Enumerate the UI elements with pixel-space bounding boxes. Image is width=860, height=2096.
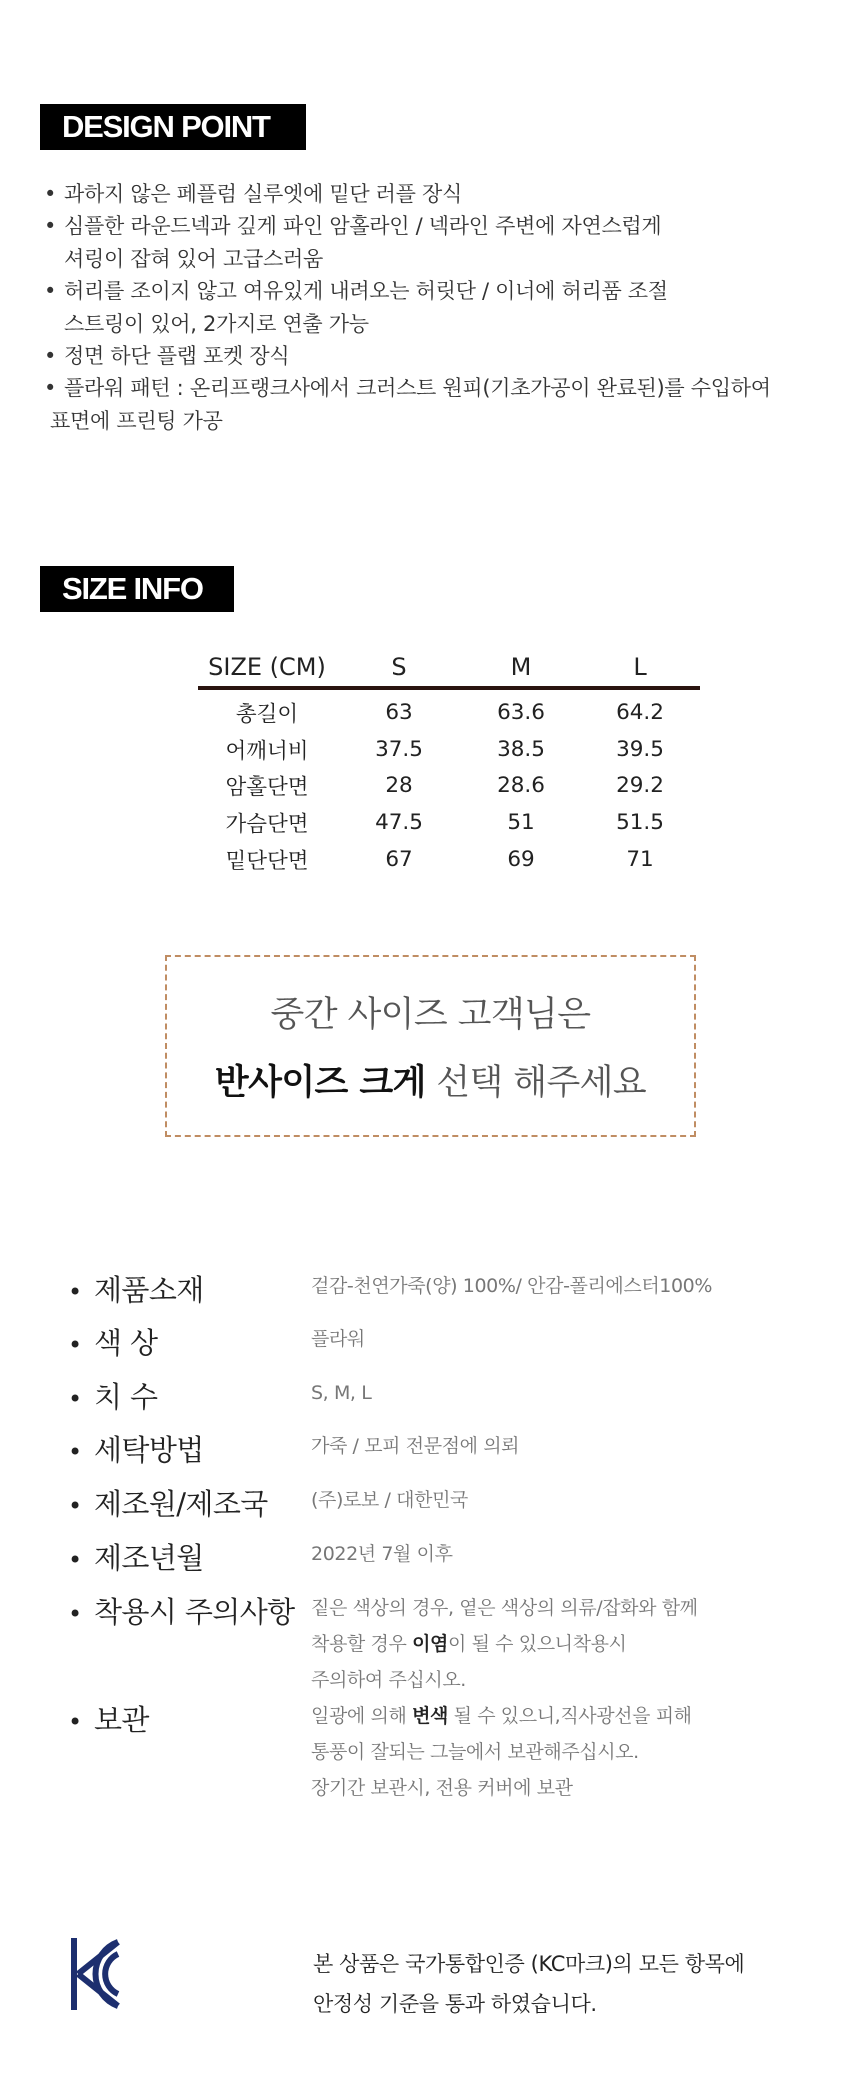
cell-s: 67 xyxy=(385,847,413,873)
spec-label xyxy=(68,1375,157,1416)
cell-s: 28 xyxy=(385,773,413,799)
spec-label-text: 치 수 xyxy=(94,1380,158,1414)
storage-line: 장기간 보관시, 전용 커버에 보관 xyxy=(311,1777,573,1799)
design-point-text: 과하지 않은 페플럼 실루엣에 밑단 러플 장식 xyxy=(64,182,462,206)
notice-rest: 선택 해주세요 xyxy=(425,1063,647,1103)
caution-line: 주의하여 주십시오. xyxy=(311,1669,466,1691)
spec-value: (주)로보 / 대한민국 xyxy=(311,1489,468,1511)
spec-value: 가죽 / 모피 전문점에 의뢰 xyxy=(311,1435,520,1457)
spec-label-text: 세탁방법 xyxy=(94,1433,204,1467)
table-row xyxy=(198,841,700,878)
design-point-text: 표면에 프린팅 가공 xyxy=(50,408,223,433)
bullet-dot: • xyxy=(68,1492,82,1520)
table-row xyxy=(198,688,700,731)
storage-line: 통풍이 잘되는 그늘에서 보관해주십시오. xyxy=(311,1741,639,1763)
design-point-text: 심플한 라운드넥과 깊게 파인 암홀라인 / 넥라인 주변에 자연스럽게 xyxy=(64,214,662,239)
caution-text: 이 될 수 있으니착용시 xyxy=(447,1633,627,1655)
size-header-m: M xyxy=(510,653,532,681)
spec-label xyxy=(68,1268,204,1309)
cell-m: 28.6 xyxy=(497,773,545,799)
spec-label-text: 색 상 xyxy=(94,1326,158,1360)
cell-l: 29.2 xyxy=(616,773,664,799)
bullet-dot: • xyxy=(44,376,57,401)
design-point-text: 허리를 조이지 않고 여유있게 내려오는 허릿단 / 이너에 허리품 조절 xyxy=(64,279,668,304)
kc-mark-logo xyxy=(70,1934,122,2014)
kc-line-2: 안정성 기준을 통과 하였습니다. xyxy=(313,1992,597,2016)
bullet-dot: • xyxy=(68,1438,82,1466)
spec-value: 플라워 xyxy=(311,1328,365,1350)
storage-line xyxy=(311,1698,692,1734)
cell-m: 69 xyxy=(507,847,535,873)
size-table-header xyxy=(198,648,700,688)
bullet-dot: • xyxy=(44,279,57,304)
cell-s: 37.5 xyxy=(375,736,423,762)
bullet-dot: • xyxy=(44,182,57,206)
cell-s: 47.5 xyxy=(375,810,423,836)
spec-label-text: 제조원/제조국 xyxy=(94,1487,268,1521)
row-label: 밑단단면 xyxy=(225,849,309,875)
spec-label xyxy=(68,1698,149,1739)
storage-text: 될 수 있으니,직사광선을 피해 xyxy=(447,1705,692,1727)
storage-emphasis: 변색 xyxy=(412,1705,448,1727)
size-header-l: L xyxy=(633,653,647,681)
notice-emphasis: 반사이즈 크게 xyxy=(214,1063,426,1103)
design-point-text: 플라워 패턴 : 온리프랭크사에서 크러스트 원피(기초가공이 완료된)를 수입하여 xyxy=(64,376,771,401)
spec-label xyxy=(68,1321,157,1362)
cell-m: 63.6 xyxy=(497,699,545,725)
design-point-text: 스트링이 있어, 2가지로 연출 가능 xyxy=(64,311,369,336)
spec-value xyxy=(311,1590,698,1698)
spec-value: 2022년 7월 이후 xyxy=(311,1543,453,1565)
bullet-dot: • xyxy=(68,1708,82,1736)
design-point-item xyxy=(40,178,840,210)
design-point-item xyxy=(40,340,840,372)
table-row xyxy=(198,731,700,768)
bullet-dot: • xyxy=(68,1385,82,1413)
cell-m: 51 xyxy=(507,810,535,836)
notice-line-1: 중간 사이즈 고객님은 xyxy=(270,995,591,1035)
bullet-dot: • xyxy=(68,1600,82,1628)
size-table xyxy=(198,648,700,878)
bullet-dot: • xyxy=(68,1546,82,1574)
design-point-heading: DESIGN POINT xyxy=(40,104,306,150)
bullet-dot: • xyxy=(44,344,57,369)
row-label: 어깨너비 xyxy=(225,738,309,764)
row-label: 암홀단면 xyxy=(225,775,309,801)
bullet-dot: • xyxy=(68,1278,82,1306)
size-header-s: S xyxy=(391,653,407,681)
kc-line-1: 본 상품은 국가통합인증 (KC마크)의 모든 항목에 xyxy=(313,1952,745,1976)
spec-value: S, M, L xyxy=(311,1382,372,1404)
size-notice-box xyxy=(165,955,696,1137)
cell-l: 71 xyxy=(626,847,654,873)
spec-label-text: 제품소재 xyxy=(94,1273,204,1307)
spec-label xyxy=(68,1590,295,1631)
spec-label xyxy=(68,1482,268,1523)
cell-l: 51.5 xyxy=(616,810,664,836)
table-row xyxy=(198,768,700,805)
size-header-label: SIZE (CM) xyxy=(208,653,326,681)
notice-line-2 xyxy=(167,1055,694,1105)
spec-label-text: 착용시 주의사항 xyxy=(94,1595,295,1629)
cell-s: 63 xyxy=(385,699,413,725)
spec-label-text: 제조년월 xyxy=(94,1541,204,1575)
spec-label-text: 보관 xyxy=(94,1703,149,1737)
design-point-item xyxy=(40,372,840,437)
row-label: 총길이 xyxy=(235,701,299,727)
cell-m: 38.5 xyxy=(497,736,545,762)
spec-value xyxy=(311,1698,692,1806)
spec-label xyxy=(68,1428,204,1469)
bullet-dot: • xyxy=(68,1331,82,1359)
storage-text: 일광에 의해 xyxy=(311,1705,413,1727)
design-point-item xyxy=(40,275,840,340)
table-row xyxy=(198,804,700,841)
design-point-item xyxy=(40,210,840,275)
cell-l: 39.5 xyxy=(616,736,664,762)
spec-value: 겉감-천연가죽(양) 100%/ 안감-폴리에스터100% xyxy=(311,1275,713,1297)
caution-emphasis: 이염 xyxy=(412,1633,448,1655)
cell-l: 64.2 xyxy=(616,699,664,725)
row-label: 가슴단면 xyxy=(225,812,309,838)
design-point-list xyxy=(40,178,840,437)
bullet-dot: • xyxy=(44,214,57,239)
design-point-text: 정면 하단 플랩 포켓 장식 xyxy=(64,344,290,369)
caution-line: 짙은 색상의 경우, 옅은 색상의 의류/잡화와 함께 xyxy=(311,1597,698,1619)
kc-certification-text xyxy=(313,1944,744,2024)
spec-label xyxy=(68,1536,204,1577)
caution-line xyxy=(311,1626,698,1662)
size-info-heading: SIZE INFO xyxy=(40,566,234,612)
design-point-text: 셔링이 잡혀 있어 고급스러움 xyxy=(64,246,323,271)
caution-text: 착용할 경우 xyxy=(311,1633,413,1655)
